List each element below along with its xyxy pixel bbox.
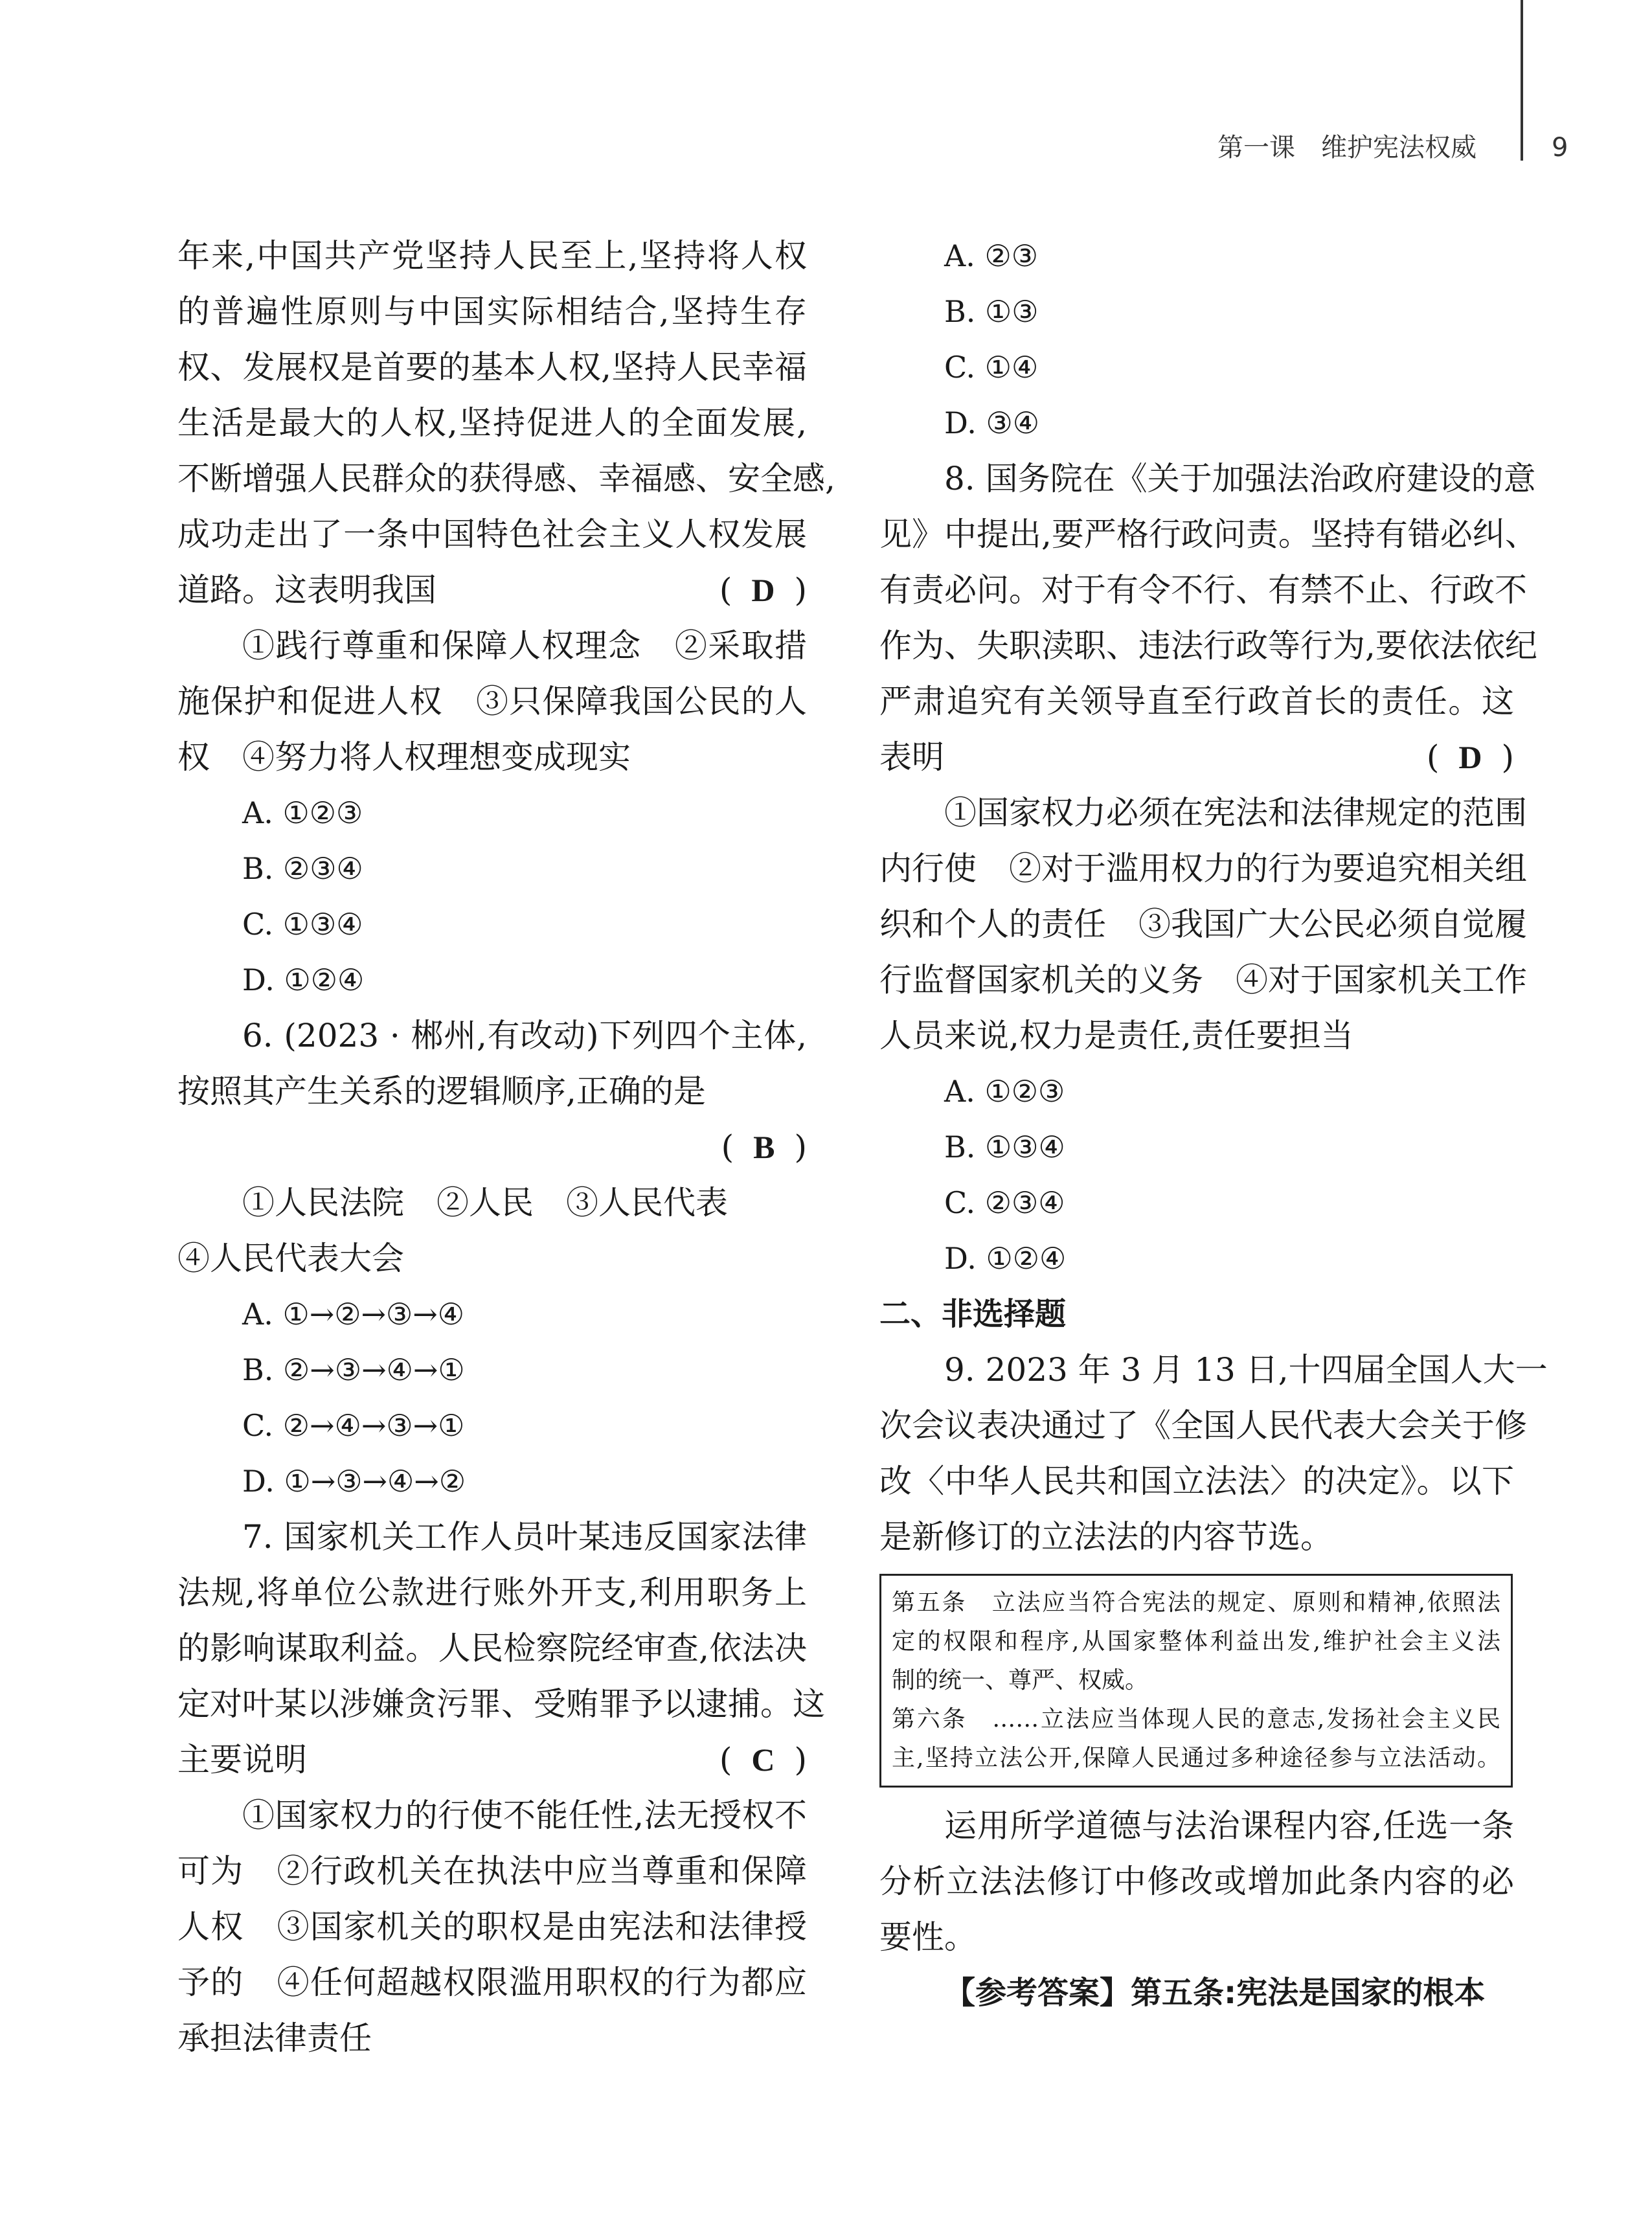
- text-line: 权、发展权是首要的基本人权,坚持人民幸福: [177, 348, 807, 386]
- option-c: C. ①④: [944, 350, 1039, 385]
- text-line: 生活是最大的人权,坚持促进人的全面发展,: [177, 404, 807, 442]
- choice-item: ①国家权力必须在宪法和法律规定的范围: [944, 794, 1527, 832]
- question-stem: 改〈中华人民共和国立法法〉的决定》。以下: [879, 1462, 1514, 1500]
- option-c: C. ①③④: [242, 907, 363, 942]
- question-stem: 9. 2023 年 3 月 13 日,十四届全国人大一: [944, 1351, 1548, 1389]
- question-stem-end: [879, 729, 1514, 785]
- right-column: [879, 228, 1548, 2021]
- text-line: 的普遍性原则与中国实际相结合,坚持生存: [177, 293, 807, 330]
- choice-item: 行监督国家机关的义务 ④对于国家机关工作: [879, 961, 1527, 999]
- option-b: B. ①③④: [944, 1130, 1065, 1164]
- task-line: 分析立法法修订中修改或增加此条内容的必: [879, 1863, 1514, 1900]
- choice-item: ①国家权力的行使不能任性,法无授权不: [242, 1797, 807, 1834]
- choice-item: 人权 ③国家机关的职权是由宪法和法律授: [177, 1908, 807, 1946]
- option-c: C. ②→④→③→①: [242, 1408, 465, 1443]
- question-stem: 见》中提出,要严格行政问责。坚持有错必纠、: [879, 516, 1537, 553]
- text-line: 表明: [879, 738, 944, 776]
- question-stem: 严肃追究有关领导直至行政首长的责任。这: [879, 683, 1514, 720]
- question-stem-end: [177, 562, 807, 618]
- question-stem-end: [177, 1732, 807, 1788]
- reference-answer: 【参考答案】第五条:宪法是国家的根本: [944, 1975, 1486, 2011]
- answer-bracket: ( D ): [1427, 729, 1514, 785]
- choice-item: ④人民代表大会: [177, 1240, 404, 1277]
- question-stem: 8. 国务院在《关于加强法治政府建设的意: [944, 460, 1536, 497]
- answer-letter: D: [751, 572, 775, 608]
- option-b: B. ②③④: [242, 851, 363, 886]
- excerpt-line: 制的统一、尊严、权威。: [892, 1667, 1149, 1694]
- running-header: 第一课 维护宪法权威: [1217, 133, 1477, 163]
- excerpt-line: 第五条 立法应当符合宪法的规定、原则和精神,依照法: [892, 1589, 1500, 1616]
- header-divider: [1521, 0, 1523, 161]
- answer-letter: D: [1458, 739, 1482, 775]
- text-line: 道路。这表明我国: [177, 571, 436, 609]
- task-line: 运用所学道德与法治课程内容,任选一条: [944, 1807, 1514, 1845]
- option-d: D. ①②④: [242, 962, 365, 997]
- left-column: [177, 228, 835, 2066]
- choice-item: 人员来说,权力是责任,责任要担当: [879, 1017, 1353, 1054]
- option-d: D. ③④: [944, 405, 1039, 440]
- text-line: 不断增强人民群众的获得感、幸福感、安全感,: [177, 460, 835, 497]
- excerpt-line: 第六条 ……立法应当体现人民的意志,发扬社会主义民: [892, 1706, 1500, 1732]
- question-stem: 次会议表决通过了《全国人民代表大会关于修: [879, 1407, 1527, 1444]
- answer-letter: B: [753, 1129, 775, 1165]
- option-a: A. ①→②→③→④: [242, 1297, 465, 1332]
- choice-item: 内行使 ②对于滥用权力的行为要追究相关组: [879, 850, 1527, 887]
- text-line: 年来,中国共产党坚持人民至上,坚持将人权: [177, 237, 807, 275]
- question-stem: 有责必问。对于有令不行、有禁不止、行政不: [879, 571, 1527, 609]
- option-a: A. ①②③: [242, 795, 363, 830]
- question-stem: 6. (2023 · 郴州,有改动)下列四个主体,: [242, 1017, 807, 1054]
- choice-item: 可为 ②行政机关在执法中应当尊重和保障: [177, 1852, 807, 1890]
- option-b: B. ①③: [944, 294, 1039, 329]
- question-stem: 定对叶某以涉嫌贪污罪、受贿罪予以逮捕。这: [177, 1685, 825, 1723]
- question-stem: 按照其产生关系的逻辑顺序,正确的是: [177, 1073, 706, 1110]
- choice-item: 予的 ④任何超越权限滥用职权的行为都应: [177, 1964, 807, 2001]
- choice-item: 织和个人的责任 ③我国广大公民必须自觉履: [879, 905, 1527, 943]
- text-line: 成功走出了一条中国特色社会主义人权发展: [177, 516, 807, 553]
- page-number: 9: [1552, 133, 1568, 163]
- choice-item: 权 ④努力将人权理想变成现实: [177, 738, 631, 776]
- text-line: 主要说明: [177, 1741, 307, 1778]
- question-stem: 的影响谋取利益。人民检察院经审查,依法决: [177, 1630, 807, 1667]
- task-line: 要性。: [879, 1918, 977, 1956]
- excerpt-box: [879, 1574, 1513, 1788]
- option-d: D. ①②④: [944, 1241, 1067, 1276]
- choice-item: 施保护和促进人权 ③只保障我国公民的人: [177, 683, 807, 720]
- option-a: A. ①②③: [944, 1074, 1065, 1109]
- answer-bracket: ( B ): [721, 1119, 807, 1175]
- answer-row: [177, 1119, 807, 1175]
- excerpt-line: 定的权限和程序,从国家整体利益出发,维护社会主义法: [892, 1628, 1500, 1655]
- question-stem: 是新修订的立法法的内容节选。: [879, 1518, 1333, 1556]
- section-title: 二、非选择题: [879, 1296, 1067, 1332]
- question-stem: 7. 国家机关工作人员叶某违反国家法律: [242, 1518, 807, 1556]
- question-stem: 法规,将单位公款进行账外开支,利用职务上: [177, 1574, 807, 1611]
- choice-item: ①人民法院 ②人民 ③人民代表: [242, 1184, 728, 1221]
- option-d: D. ①→③→④→②: [242, 1464, 466, 1499]
- option-a: A. ②③: [944, 238, 1038, 273]
- answer-bracket: ( D ): [719, 562, 807, 618]
- answer-letter: C: [751, 1742, 775, 1778]
- choice-item: ①践行尊重和保障人权理念 ②采取措: [242, 627, 807, 664]
- answer-bracket: ( C ): [719, 1732, 807, 1788]
- option-b: B. ②→③→④→①: [242, 1352, 465, 1387]
- excerpt-line: 主,坚持立法公开,保障人民通过多种途径参与立法活动。: [892, 1745, 1500, 1771]
- choice-item: 承担法律责任: [177, 2019, 372, 2057]
- question-stem: 作为、失职渎职、违法行政等行为,要依法依纪: [879, 627, 1537, 664]
- option-c: C. ②③④: [944, 1185, 1065, 1220]
